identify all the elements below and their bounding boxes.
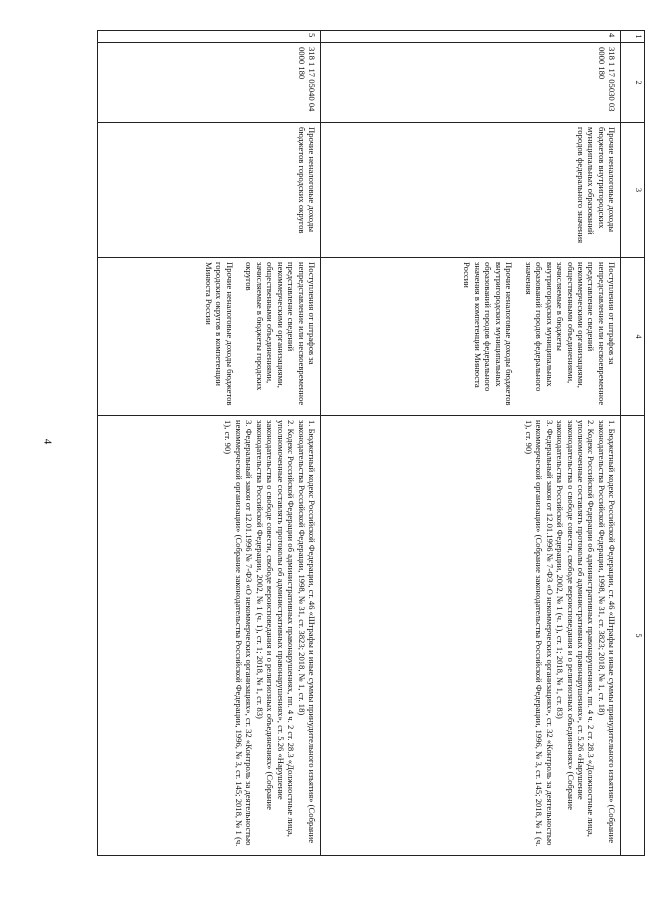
page-number: 4	[41, 438, 54, 445]
budget-code: 318 1 17 05030 03 0000 180	[321, 43, 621, 123]
legal-basis-item: 2. Кодекс Российской Федерации об административных правонарушениях, пп. 4 ч. 2 ст. 28.3 «Должностные лица, уполномоченные составлять протоколы об административных правонарушениях», ст. 5.26 «Нарушение законодательства о свободе совести, свободе вероисповедания и о религиозных объединениях» (Собрание законодательства Российской Федерации, 2002, № 1 (ч. 1), ст. 1; 2018, № 1, ст. 83)	[254, 420, 297, 837]
description-paragraph: Поступления от штрафов за непредставление или несвоевременное представление сведений некоммерческими организациями, общественными объединениями, зачисляемые в бюджеты внутригородских муниципальных образований городов федерального значения	[523, 262, 618, 406]
header-col-5: 5	[621, 416, 645, 856]
rotated-page-area	[75, 30, 645, 856]
header-col-4: 4	[621, 258, 645, 416]
row-number: 5	[98, 31, 321, 43]
revenue-codes-table	[97, 30, 645, 856]
legal-basis	[98, 416, 321, 856]
header-col-2: 2	[621, 43, 645, 123]
header-col-3: 3	[621, 123, 645, 258]
revenue-name: Прочие неналоговые доходы бюджетов внутригородских муниципальных образований городов федерального значения	[321, 123, 621, 258]
legal-basis-item: 3. Федеральный закон от 12.01.1996 № 7-ФЗ «О некоммерческих организациях», ст. 32 «Контроль за деятельностью некоммерческой организации» (Собрание законодательства Российской Федерации, 1996, № 3, ст. 145; 2018, № 1 (ч. 1), ст. 90)	[523, 420, 555, 847]
revenue-description	[321, 258, 621, 416]
legal-basis-item: 2. Кодекс Российской Федерации об административных правонарушениях, пп. 4 ч. 2 ст. 28.3 «Должностные лица, уполномоченные составлять протоколы об административных правонарушениях», ст. 5.26 «Нарушение законодательства о свободе совести, свободе вероисповедания и о религиозных объединениях» (Собрание законодательства Российской Федерации, 2002, № 1 (ч. 1), ст. 1; 2018, № 1, ст. 83)	[555, 420, 597, 837]
table-row	[98, 31, 321, 856]
legal-basis	[321, 416, 621, 856]
description-paragraph: Поступления от штрафов за непредставление или несвоевременное представление сведений некоммерческими организациями, общественными объединениями, зачисляемые в бюджеты городских округов	[244, 262, 318, 406]
legal-basis-item: 1. Бюджетный кодекс Российской Федерации, ст. 46 «Штрафы и иные суммы принудительного изъятия» (Собрание законодательства Российской Федерации, 1998, № 31, ст. 3823; 2018, № 1, ст. 18)	[296, 420, 318, 844]
revenue-name: Прочие неналоговые доходы бюджетов городских округов	[98, 123, 321, 258]
header-row	[621, 31, 645, 856]
description-paragraph: Прочие неналоговые доходы бюджетов городских округов в компетенции Минюста России	[203, 262, 235, 406]
header-col-1: 1	[621, 31, 645, 43]
row-number: 4	[321, 31, 621, 43]
legal-basis-item: 3. Федеральный закон от 12.01.1996 № 7-ФЗ «О некоммерческих организациях», ст. 32 «Контроль за деятельностью некоммерческой организации» (Собрание законодательства Российской Федерации, 1996, № 3, ст. 145; 2018, № 1 (ч. 1), ст. 90)	[223, 420, 255, 847]
revenue-description	[98, 258, 321, 416]
description-paragraph: Прочие неналоговые доходы бюджетов внутригородских муниципальных образований городов федерального значения в компетенции Минюста России	[462, 262, 515, 406]
budget-code: 318 1 17 05040 04 0000 180	[98, 43, 321, 123]
table-wrapper	[75, 30, 645, 856]
legal-basis-item: 1. Бюджетный кодекс Российской Федерации, ст. 46 «Штрафы и иные суммы принудительного изъятия» (Собрание законодательства Российской Федерации, 1998, № 31, ст. 3823; 2018, № 1, ст. 18)	[596, 420, 618, 844]
table-row	[321, 31, 621, 856]
